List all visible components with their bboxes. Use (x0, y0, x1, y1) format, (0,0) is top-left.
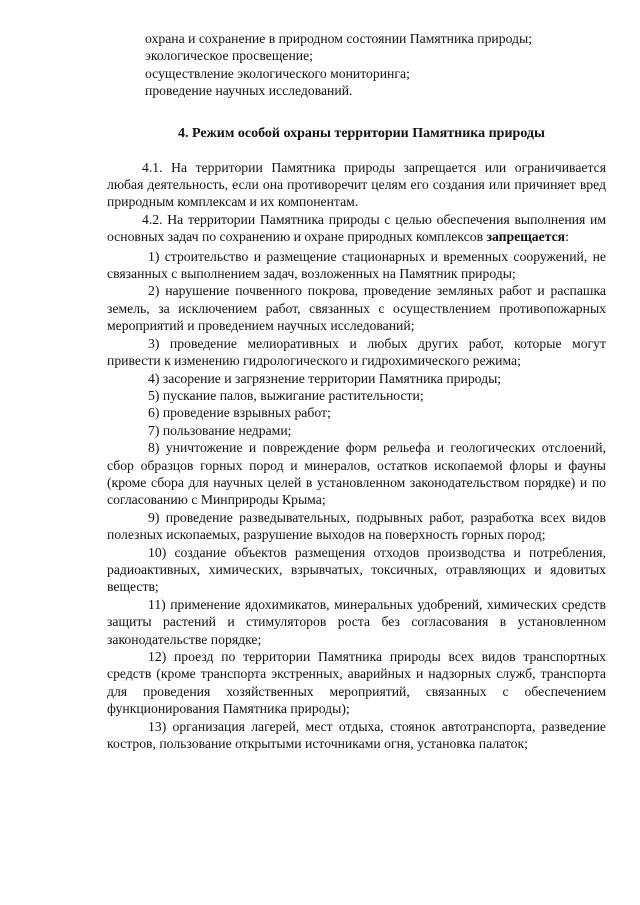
list-item: 12) проезд по территории Памятника природы всех видов транспортных средств (кроме транспорта экстренных, аварийных и надзорных служб, транспорта для проведения хозяйственных мероприятий, связанных с обеспечением функционирования Памятника природы); (107, 649, 606, 717)
paragraph-4-2 (107, 211, 606, 246)
list-item: 4) засорение и загрязнение территории Памятника природы; (148, 370, 502, 386)
intro-line: проведение научных исследований. (145, 83, 353, 99)
intro-line: охрана и сохранение в природном состоянии Памятника природы; (145, 31, 532, 46)
section-title: 4. Режим особой охраны территории Памятника природы (178, 125, 545, 141)
intro-line: осуществление экологического мониторинга; (145, 65, 410, 81)
list-item: 9) проведение разведывательных, подрывных работ, разработка всех видов полезных ископаемых, разрушение выходов на поверхность горных пород; (107, 509, 606, 543)
list-item: 10) создание объектов размещения отходов производства и потребления, радиоактивных, химических, взрывчатых, токсичных, отравляющих и ядовитых веществ; (107, 544, 606, 595)
list-item: 6) проведение взрывных работ; (148, 405, 331, 421)
list-item: 2) нарушение почвенного покрова, проведение земляных работ и распашка земель, за исключением работ, связанных с осуществлением противопожарных мероприятий и проведением научных исследований; (107, 283, 606, 334)
intro-list (107, 30, 606, 100)
list-item: 11) применение ядохимикатов, минеральных удобрений, химических средств защиты растений и стимуляторов роста без согласования в установленном законодательстве порядке; (107, 596, 606, 647)
intro-line: экологическое просвещение; (145, 48, 313, 64)
list-item: 1) строительство и размещение стационарных и временных сооружений, не связанных с выполнением задач, возложенных на Памятник природы; (107, 248, 606, 282)
paragraph-4-2-emphasis: запрещается (486, 229, 566, 245)
paragraph-4-1: 4.1. На территории Памятника природы запрещается или ограничивается любая деятельность, если она противоречит целям его создания или причиняет вред природным комплексам и их компонентам. (107, 159, 606, 210)
list-item: 5) пускание палов, выжигание растительности; (148, 387, 424, 403)
list-item: 13) организация лагерей, мест отдыха, стоянок автотранспорта, разведение костров, пользование открытыми источниками огня, установка палаток; (107, 718, 606, 752)
list-item: 8) уничтожение и повреждение форм рельефа и геологических отслоений, сбор образцов горных пород и минералов, остатков ископаемой флоры и фауны (кроме сбора для научных целей в установленном законодательством порядке) и по согласованию с Минприроды Крыма; (107, 440, 606, 508)
paragraph-4-2-text: 4.2. На территории Памятника природы с целью обеспечения выполнения им основных задач по сохранению и охране природных комплексов (107, 211, 606, 245)
paragraph-4-2-colon: : (565, 229, 569, 245)
list-item: 3) проведение мелиоративных и любых других работ, которые могут привести к изменению гидрологического и гидрохимического режима; (107, 335, 606, 369)
prohibition-list (107, 248, 606, 753)
list-item: 7) пользование недрами; (148, 422, 292, 438)
